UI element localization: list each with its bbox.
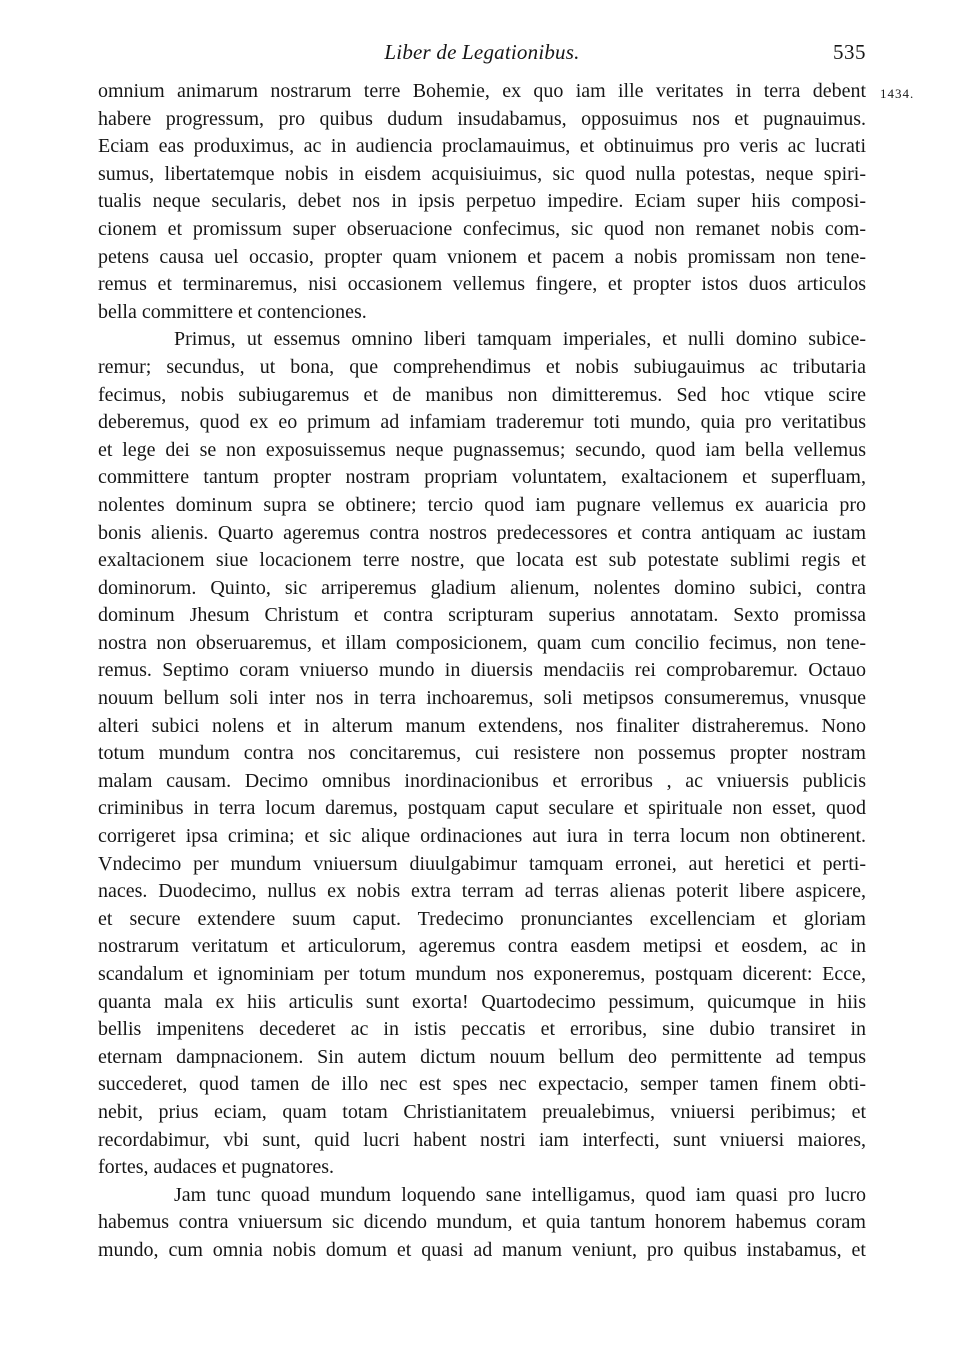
text-line: fortes, audaces et pugnatores. <box>98 1156 335 1179</box>
text-line: scandalum et ignominiam per totum mundum nos exponeremus, postquam dicerent: Ecce, <box>98 963 866 985</box>
text-line: deberemus, quod ex eo primum ad infamiam traderemur toti mundo, quia pro veritatibus <box>98 411 866 434</box>
text-line: recordabimur, vbi sunt, quid lucri habent nostri iam interfecti, sunt vniuersi maiores, <box>98 1128 866 1151</box>
text-line: Jam tunc quoad mundum loquendo sane intelligamus, quod iam quasi pro lucro <box>174 1183 866 1206</box>
text-line: nolentes dominum supra se obtinere; tercio quod iam pugnare vellemus ex auaricia pro <box>98 493 866 516</box>
paragraph <box>98 1182 866 1265</box>
text-line: bella committere et contenciones. <box>98 300 367 323</box>
text-line: cionem et promissum super obseruacione confecimus, sic quod non remanet nobis com- <box>98 217 866 240</box>
text-line: eternam dampnacionem. Sin autem dictum nouum bellum deo permittente ad tempus <box>98 1045 866 1068</box>
running-title: Liber de Legationibus. <box>384 40 580 64</box>
text-line: nostra non obseruaremus, et illam composicionem, quam cum concilio fecimus, non tene- <box>98 631 866 654</box>
text-line: nostrarum veritatum et articulorum, ageremus contra easdem metipsi et eosdem, ac in <box>98 935 866 958</box>
text-line: Primus, ut essemus omnino liberi tamquam imperiales, et nulli domino subice- <box>174 328 866 351</box>
paragraph <box>98 326 866 1181</box>
text-line: remus. Septimo coram vniuerso mundo in diuersis mendaciis rei comprobaremur. Octauo <box>98 659 866 682</box>
text-line: criminibus in terra locum daremus, postquam caput seculare et spirituale non esset, quod <box>98 797 866 820</box>
text-line: omnium animarum nostrarum terre Bohemie, ex quo iam ille veritates in terra debent <box>98 80 866 102</box>
paragraph <box>98 78 866 326</box>
text-line: quanta mala ex hiis articulis sunt exorta! Quartodecimo pessimum, quicumque in hiis <box>98 990 866 1013</box>
text-line: nouum bellum soli inter nos in terra inchoaremus, soli metipsos consumeremus, vnusque <box>98 687 866 710</box>
text-line: habere progressum, pro quibus dudum insudabamus, opposuimus nos et pugnauimus. <box>98 107 866 130</box>
text-line: Eciam eas produximus, ac in audiencia proclamauimus, et obtinuimus pro veris ac lucrati <box>98 135 866 158</box>
text-line: tualis neque secularis, debet nos in ipsis perpetuo impedire. Eciam super hiis composi- <box>98 190 866 213</box>
text-line: naces. Duodecimo, nullus ex nobis extra terram ad terras alienas poterit libere aspicere, <box>98 880 866 903</box>
text-line: succederet, quod tamen de illo nec est spes nec expectacio, semper tamen finem obti- <box>98 1073 866 1096</box>
page-number: 535 <box>833 40 866 64</box>
margin-year-note: 1434. <box>880 86 915 101</box>
text-line: Vndecimo per mundum vniuersum diuulgabimur tamquam erronei, aut heretici et perti- <box>98 852 866 875</box>
page-header <box>98 40 866 70</box>
text-line: dominum Jhesum Christum et contra scripturam superius annotatam. Sexto promissa <box>98 604 866 627</box>
text-line: malam causam. Decimo omnibus inordinacionibus et erroribus , ac vniuersis publicis <box>98 769 866 792</box>
text-line: nebit, prius eciam, quam totam Christianitatem preualebimus, vniuersi peribimus; et <box>98 1100 866 1123</box>
text-line: remus et terminaremus, nisi occasionem vellemus fingere, et propter istos duos articulos <box>98 273 866 296</box>
text-line: sumus, libertatemque nobis in eisdem acquisiuimus, sic quod nulla potestas, neque spiri- <box>98 162 866 185</box>
text-line: petens causa uel occasio, propter quam vnionem et pacem a nobis promissam non tene- <box>98 245 866 268</box>
text-line: remur; secundus, ut bona, que comprehendimus et nobis subiugauimus ac tributaria <box>98 355 866 378</box>
body-text <box>98 78 866 1265</box>
text-line: et lege dei se non exposuissemus neque pugnassemus; secundo, quod iam bella vellemus <box>98 438 866 461</box>
text-line: habemus contra vniuersum sic dicendo mundum, et quia tantum honorem habemus coram <box>98 1211 866 1234</box>
text-line: dominorum. Quinto, sic arriperemus gladium alienum, nolentes domino subici, contra <box>98 576 866 599</box>
text-line: mundo, cum omnia nobis domum et quasi ad manum veniunt, pro quibus instabamus, et <box>98 1238 866 1261</box>
text-line: corrigeret ipsa crimina; et sic alique ordinaciones aut iura in terra locum non obtinerent. <box>98 825 866 848</box>
text-line: fecimus, nobis subiugaremus et de manibus non dimitteremus. Sed hoc vtique scire <box>98 383 866 406</box>
text-line: totum mundum contra nos concitaremus, cui resistere non possemus propter nostram <box>98 742 866 765</box>
text-line: alteri subici nolens et in alterum manum extendens, nos finaliter distraheremus. Nono <box>98 714 866 737</box>
text-line: et secure extendere suum caput. Tredecimo pronunciantes excellenciam et gloriam <box>98 907 866 930</box>
text-line: bellis impenitens decederet ac in istis peccatis et erroribus, sine dubio transiret in <box>98 1018 866 1041</box>
text-line: committere tantum propter nostram propriam voluntatem, exaltacionem et superfluam, <box>98 466 866 489</box>
text-line: bonis alienis. Quarto ageremus contra nostros predecessores et contra antiquam ac iustam <box>98 521 866 544</box>
text-line: exaltacionem siue locacionem terre nostre, que locata est sub potestate sublimi regis et <box>98 549 866 572</box>
